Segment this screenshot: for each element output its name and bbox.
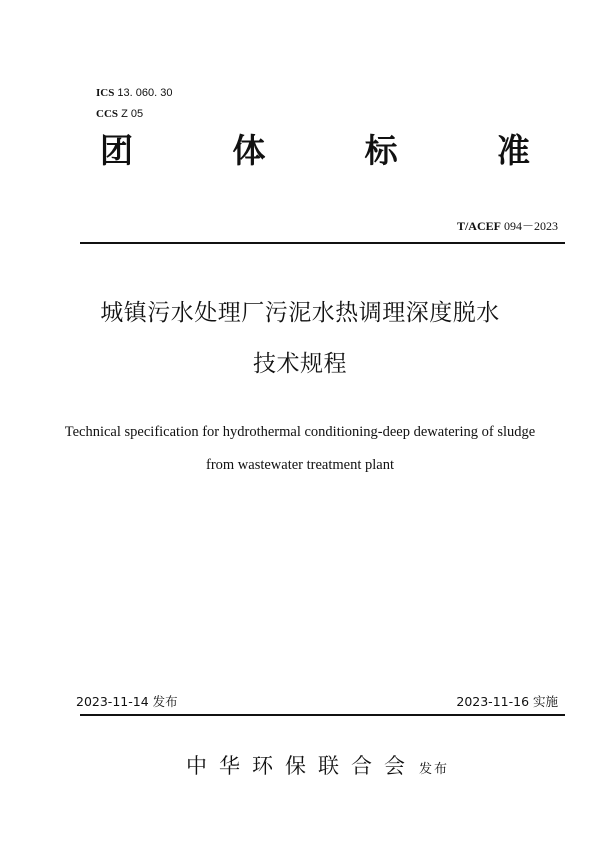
english-title-line-2: from wastewater treatment plant bbox=[205, 457, 395, 473]
standard-number-value: 094－2023 bbox=[503, 219, 558, 233]
standard-number-prefix: T/ACEF bbox=[456, 219, 501, 233]
standard-type-char: 标 bbox=[364, 130, 398, 170]
implementation-date: 2023-11-16 实施 bbox=[456, 694, 558, 709]
standard-number bbox=[457, 217, 558, 234]
ics-code bbox=[96, 86, 172, 100]
publisher-action: 发布 bbox=[419, 762, 450, 777]
ics-value: 13. 060. 30 bbox=[117, 87, 173, 99]
chinese-title-line-2: 技术规程 bbox=[253, 351, 347, 377]
ccs-code bbox=[96, 107, 143, 121]
publisher-organization: 中华环保联合会 bbox=[186, 754, 417, 778]
ics-label: ICS bbox=[96, 87, 115, 99]
chinese-title-line-1: 城镇污水处理厂污泥水热调理深度脱水 bbox=[100, 300, 500, 326]
english-title-line-1: Technical specification for hydrothermal conditioning-deep dewatering of sludge bbox=[64, 424, 536, 440]
ccs-label: CCS bbox=[96, 108, 119, 120]
issue-date: 2023-11-14 发布 bbox=[76, 694, 178, 709]
standard-type-char: 团 bbox=[100, 130, 133, 170]
standard-type-char: 准 bbox=[496, 130, 530, 170]
ccs-value: Z 05 bbox=[121, 108, 144, 120]
bottom-divider bbox=[80, 714, 565, 716]
standard-type-heading bbox=[100, 128, 530, 168]
publisher-line bbox=[186, 750, 449, 780]
standard-type-char: 体 bbox=[232, 130, 266, 170]
top-divider bbox=[80, 242, 565, 244]
